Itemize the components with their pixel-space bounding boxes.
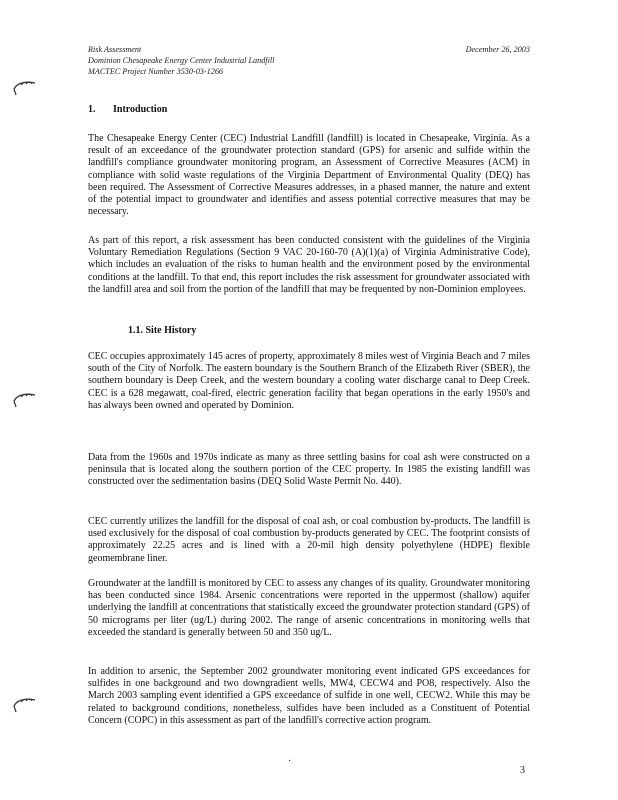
page-header <box>88 44 530 77</box>
header-project-number: MACTEC Project Number 3530-03-1266 <box>88 67 224 76</box>
section-heading <box>88 104 167 115</box>
intro-paragraph-2: As part of this report, a risk assessment has been conducted consistent with the guidelines of the Virginia Voluntary Remediation Regulations (Section 9 VAC 20-160-70 (A)(1)(a) of Virginia Administrative Code), which includes an evaluation of the risks to human health and the environment posed by the environmental conditions at the landfill. To that end, this report includes the risk assessment for groundwater associated with the landfill area and soil from the portion of the landfill that may be frequented by non-Dominion employees. <box>88 235 530 295</box>
history-paragraph-2: Data from the 1960s and 1970s indicate as many as three settling basins for coal ash were constructed on a peninsula that is located along the southern portion of the CEC property. In 1985 the existing landfill was constructed over the sedimentation basins (DEQ Solid Waste Permit No. 440). <box>88 452 530 488</box>
binder-mark-icon <box>12 697 38 715</box>
page-number: 3 <box>520 765 525 776</box>
binder-mark-icon <box>12 80 38 98</box>
section-number: 1. <box>88 104 96 115</box>
binder-mark-icon <box>12 392 38 410</box>
history-paragraph-1: CEC occupies approximately 145 acres of property, approximately 8 miles west of Virginia Beach and 7 miles south of the City of Norfolk. The eastern boundary is the Southern Branch of the Elizabeth River (SBER), the southern boundary is Deep Creek, and the western boundary a cooling water discharge canal to Deep Creek. CEC is a 628 megawatt, coal-fired, electric generation facility that began operations in the early 1950's and has always been owned and operated by Dominion. <box>88 351 530 411</box>
intro-paragraph-1: The Chesapeake Energy Center (CEC) Industrial Landfill (landfill) is located in Chesapeake, Virginia. As a result of an exceedance of the groundwater protection standard (GPS) for arsenic and sulfide within the landfill's compliance groundwater monitoring program, an Assessment of Corrective Measures (ACM) in compliance with solid waste regulations of the Virginia Department of Environmental Quality (DEQ) has been required. The Assessment of Corrective Measures addresses, in a phased manner, the nature and extent of the potential impact to groundwater and identifies and assess potential corrective measures that may be necessary. <box>88 133 530 218</box>
header-site-name: Dominion Chesapeake Energy Center Industrial Landfill <box>88 56 275 65</box>
footer-dot: · <box>288 756 292 767</box>
section-title: Introduction <box>113 104 168 115</box>
header-date: December 26, 2003 <box>465 45 530 54</box>
header-document-type: Risk Assessment <box>88 45 142 54</box>
history-paragraph-4: Groundwater at the landfill is monitored by CEC to assess any changes of its quality. Groundwater monitoring has been conducted since 1984. Arsenic concentrations were reported in the uppermost (shallow) aquifer underlying the landfill at concentrations that statistically exceed the groundwater protection standard (GPS) of 50 micrograms per liter (ug/L) during 2002. The range of arsenic concentrations in monitoring wells that exceeded the standard is generally between 50 and 350 ug/L. <box>88 578 530 638</box>
history-paragraph-5: In addition to arsenic, the September 2002 groundwater monitoring event indicated GPS exceedances for sulfides in one background and two downgradient wells, MW4, CECW4 and PO8, respectively. Also the March 2003 sampling event identified a GPS exceedance of sulfide in one well, CECW2. While this may be related to background conditions, nonetheless, sulfides have been included as a Constituent of Potential Concern (COPC) in this assessment as part of the landfill's corrective action program. <box>88 666 530 726</box>
subsection-heading: 1.1. Site History <box>128 325 197 336</box>
history-paragraph-3: CEC currently utilizes the landfill for the disposal of coal ash, or coal combustion by-products. The landfill is used exclusively for the disposal of coal combustion by-products generated by CEC. The footprint consists of approximately 22.25 acres and is lined with a 20-mil high density polyethylene (HDPE) flexible geomembrane liner. <box>88 516 530 564</box>
